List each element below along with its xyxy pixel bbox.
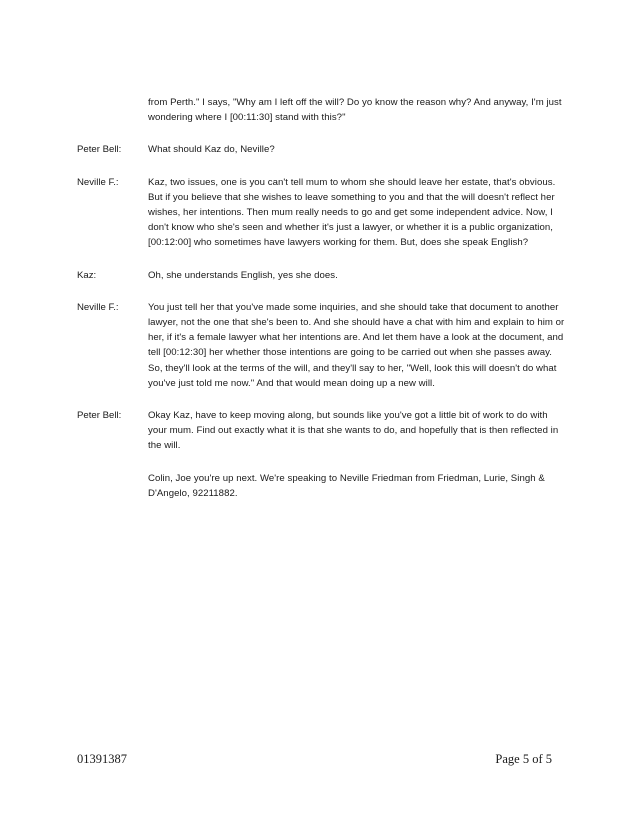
speaker-label — [77, 95, 148, 125]
speaker-label: Peter Bell: — [77, 144, 122, 156]
transcript-entry — [77, 268, 567, 283]
speech-text: Okay Kaz, have to keep moving along, but sounds like you've got a little bit of work to do with your mum. Find out exactly what it is that she wants to do, and hopefully that is then reflected in the will. — [148, 410, 559, 452]
page-footer — [77, 752, 552, 767]
speaker-label — [77, 471, 148, 501]
speaker-label: Kaz: — [77, 269, 97, 281]
speaker-label: Neville F.: — [77, 176, 119, 188]
speech-text: from Perth." I says, "Why am I left off the will? Do yo know the reason why? And anyway, I'm just wondering where I [00:11:30] stand with this?" — [148, 97, 562, 124]
transcript-entry — [77, 175, 567, 251]
speech-text: Kaz, two issues, one is you can't tell mum to whom she should leave her estate, that's obvious. But if you believe that she wishes to leave something to you and that the will doesn't reflect her wishes, her intentions. Then mum really needs to go and get some independent advice. Now, I don't know who she's seen and whether it's just a lawyer, or whether it is a public organization, [00:12:00] who sometimes have lawyers working for them. But, does she speak English? — [148, 176, 556, 249]
speech-text: You just tell her that you've made some inquiries, and she should take that document to another lawyer, not the one that she's been to. And she should have a chat with him and explain to him or her, if it's a female lawyer what her intentions are. And let them have a look at the document, and tell [00:12:30] her whether those intentions are going to be carried out when she passes away. So, they'll look at the terms of the will, and they'll say to her, "Well, look this will doesn't do what you've just told me now." And that would mean doing up a new will. — [148, 301, 565, 389]
transcript — [77, 95, 567, 518]
speaker-label: Peter Bell: — [77, 410, 122, 422]
speech-text: What should Kaz do, Neville? — [148, 144, 275, 156]
page-number: Page 5 of 5 — [495, 752, 552, 766]
transcript-entry — [77, 408, 567, 454]
speech-text: Colin, Joe you're up next. We're speaking to Neville Friedman from Friedman, Lurie, Singh & D'Angelo, 92211882. — [148, 472, 545, 499]
transcript-entry — [77, 471, 567, 501]
speech-text: Oh, she understands English, yes she does. — [148, 269, 338, 281]
transcript-entry — [77, 95, 567, 125]
transcript-entry — [77, 142, 567, 157]
document-id: 01391387 — [77, 752, 127, 766]
speaker-label: Neville F.: — [77, 301, 119, 313]
transcript-entry — [77, 300, 567, 391]
